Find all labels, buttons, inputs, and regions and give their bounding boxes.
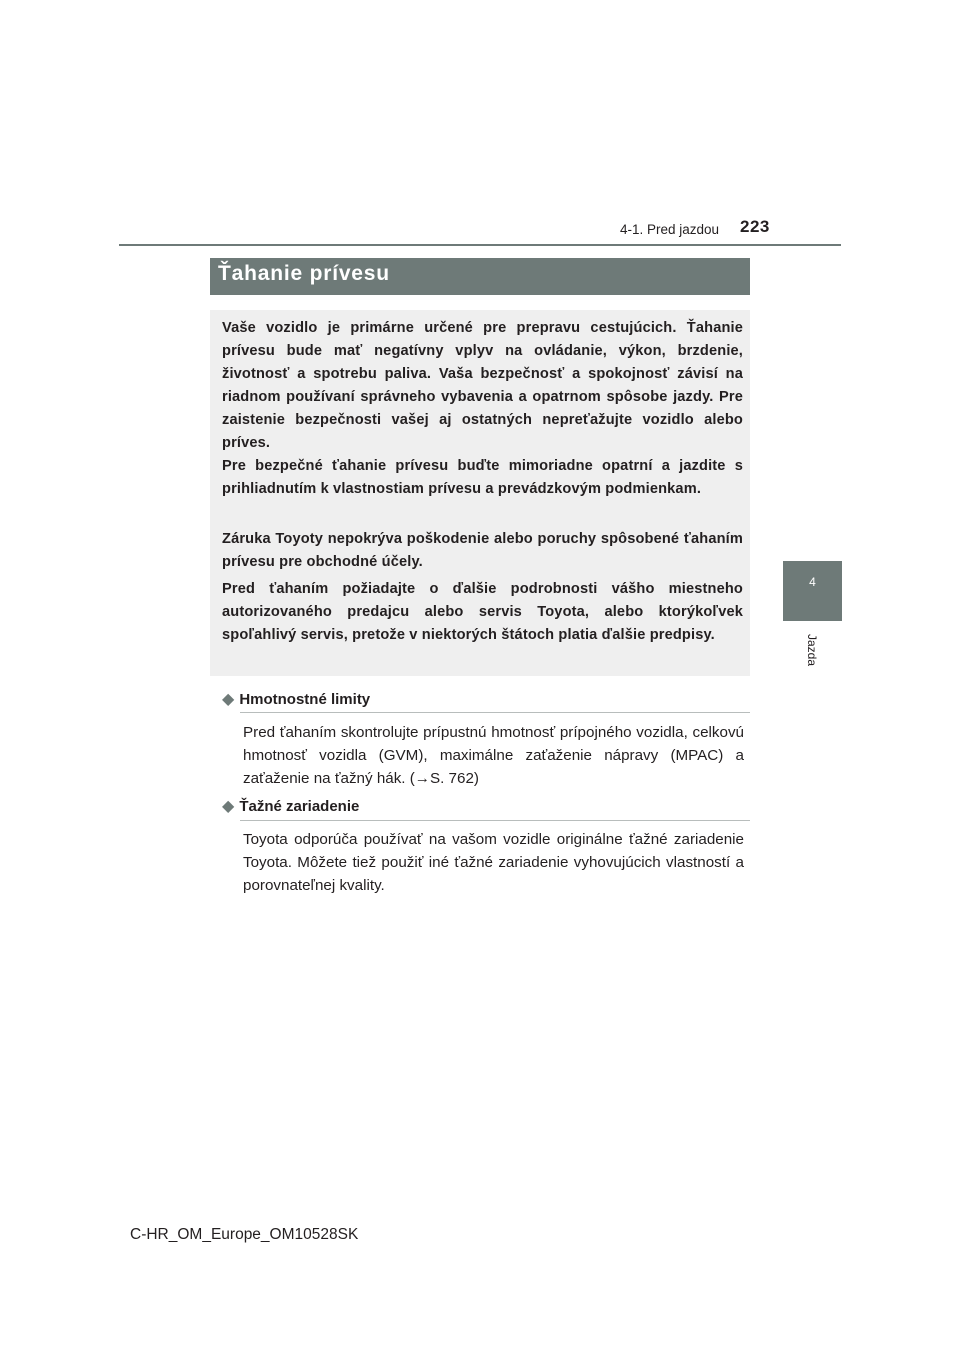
header-section-title: 4-1. Pred jazdou [620, 222, 720, 237]
section-heading-text: Ťažné zariadenie [239, 798, 360, 815]
section-divider [240, 820, 750, 821]
intro-paragraph: Pred ťahaním požiadajte o ďalšie podrobnosti vášho miestneho autorizovaného predajcu alebo servis Toyota, alebo ktorýkoľvek spoľahlivý servis, pretože v niektorých štátoch platia ďalšie predpisy. [222, 581, 743, 643]
document-code: C-HR_OM_Europe_OM10528SK [130, 1226, 359, 1243]
intro-paragraph: Záruka Toyoty nepokrýva poškodenie alebo poruchy spôsobené ťahaním prívesu pre obchodné účely. [222, 531, 743, 570]
section-heading [222, 689, 750, 709]
section-divider [240, 712, 750, 713]
intro-paragraph: Pre bezpečné ťahanie prívesu buďte mimoriadne opatrní a jazdite s prihliadnutím k vlastnostiam prívesu a prevádzkovým podmienkam. [222, 458, 743, 497]
chapter-label: Jazda [805, 633, 819, 667]
diamond-icon: ◆ [222, 691, 235, 708]
page-number: 223 [740, 217, 770, 236]
intro-box [210, 310, 750, 676]
diamond-icon: ◆ [222, 798, 235, 815]
intro-paragraph: Vaše vozidlo je primárne určené pre prepravu cestujúcich. Ťahanie prívesu bude mať negatívny vplyv na ovládanie, výkon, brzdenie, životnosť a spotrebu paliva. Vaša bezpečnosť a spokojnosť závisí na riadnom používaní správneho vybavenia a opatrnom spôsobe jazdy. Pre zaistenie bezpečnosti vašej aj ostatných nepreťažujte vozidlo alebo príves. [222, 320, 743, 451]
section-text: Pred ťahaním skontrolujte prípustnú hmotnosť prípojného vozidla, celkovú hmotnosť vozidla (GVM), maximálne zaťaženie nápravy (MPAC) a zaťaženie na ťažný hák. (→S. 762) [243, 724, 744, 787]
header-divider [119, 244, 841, 246]
chapter-tab [783, 561, 842, 621]
section-heading [222, 796, 750, 816]
page-title: Ťahanie prívesu [218, 262, 390, 285]
section-text: Toyota odporúča používať na vašom vozidle originálne ťažné zariadenie Toyota. Môžete tiež použiť iné ťažné zariadenie vyhovujúcich vlastností a porovnateľnej kvality. [243, 831, 744, 894]
section-title-bar [210, 258, 750, 295]
section-heading-text: Hmotnostné limity [239, 691, 371, 708]
chapter-number: 4 [809, 575, 816, 589]
